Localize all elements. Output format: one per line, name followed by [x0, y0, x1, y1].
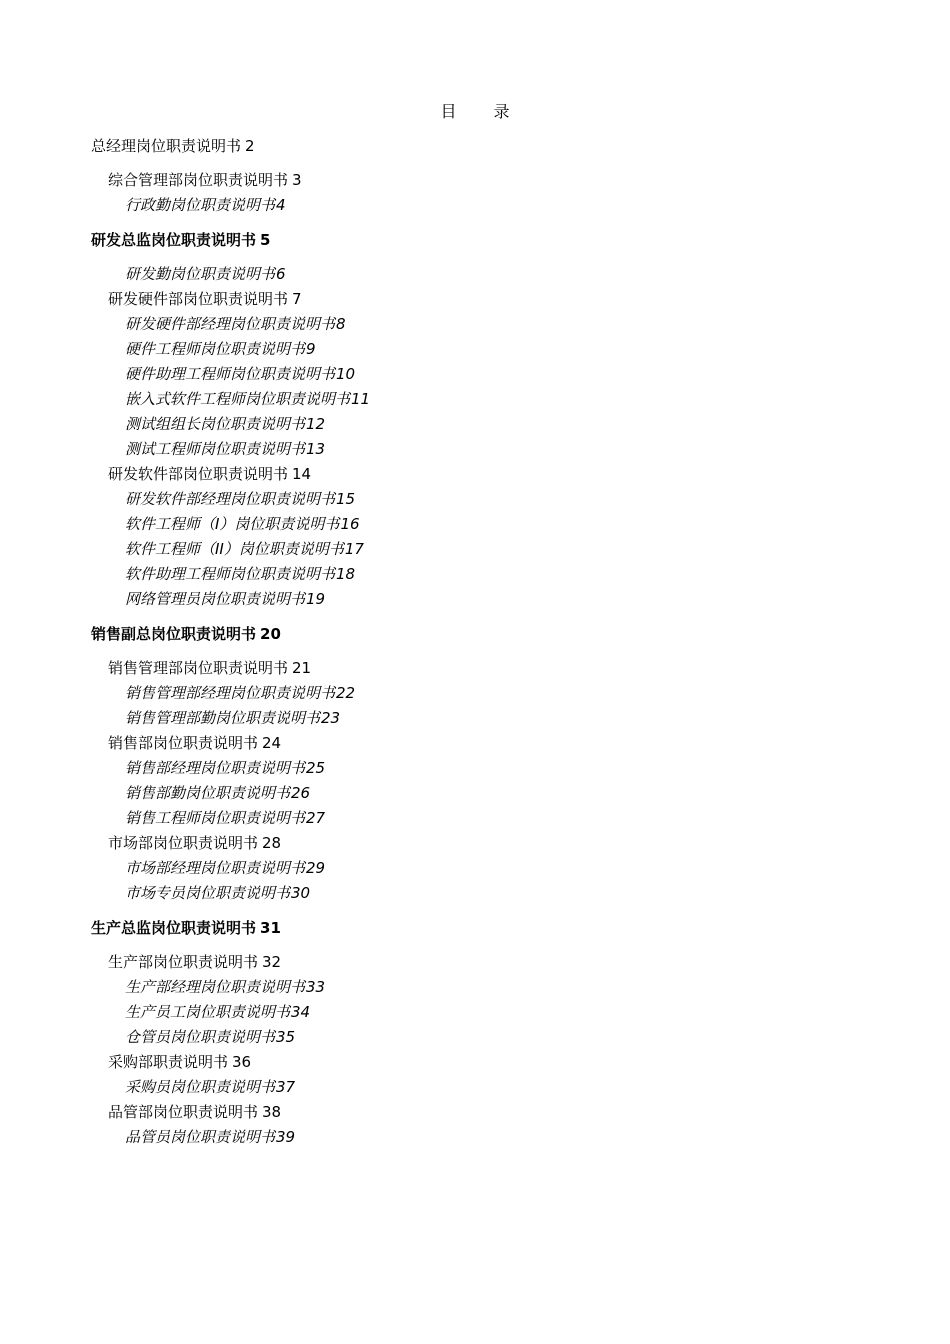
- toc-page-number: 38: [262, 1103, 282, 1121]
- toc-page-number: 31: [260, 919, 281, 937]
- toc-entry-marketing-dept[interactable]: [0, 831, 950, 856]
- toc-entry-text: 品管部岗位职责说明书: [108, 1103, 259, 1121]
- toc-entry-admin-dept[interactable]: [0, 168, 950, 193]
- toc-page-number: 14: [292, 465, 312, 483]
- toc-entry-quality-inspector[interactable]: [0, 1125, 950, 1150]
- toc-entry-hardware-manager[interactable]: [0, 312, 950, 337]
- toc-entry-rd-director[interactable]: [0, 228, 950, 253]
- toc-page-number: 13: [306, 440, 326, 458]
- toc-page-number: 18: [336, 565, 356, 583]
- toc-entry-text: 测试组组长岗位职责说明书: [125, 415, 306, 433]
- toc-entry-text: 研发软件部岗位职责说明书: [108, 465, 289, 483]
- toc-entry-text: 研发总监岗位职责说明书: [91, 231, 257, 249]
- toc-entry-production-director[interactable]: [0, 916, 950, 941]
- toc-entry-quality-dept[interactable]: [0, 1100, 950, 1125]
- toc-entry-marketing-manager[interactable]: [0, 856, 950, 881]
- toc-entry-text: 软件工程师（I）岗位职责说明书: [125, 515, 340, 533]
- toc-page-number: 2: [245, 137, 255, 155]
- toc-entry-text: 研发硬件部岗位职责说明书: [108, 290, 289, 308]
- toc-page-number: 30: [291, 884, 311, 902]
- toc-entry-text: 行政勤岗位职责说明书: [125, 196, 276, 214]
- toc-entry-embedded-engineer[interactable]: [0, 387, 950, 412]
- toc-page-number: 10: [336, 365, 356, 383]
- toc-page-number: 29: [306, 859, 326, 877]
- toc-entry-sales-engineer[interactable]: [0, 806, 950, 831]
- toc-entry-text: 生产员工岗位职责说明书: [125, 1003, 291, 1021]
- toc-entry-text: 软件助理工程师岗位职责说明书: [125, 565, 336, 583]
- toc-entry-text: 销售工程师岗位职责说明书: [125, 809, 306, 827]
- toc-entry-text: 市场部岗位职责说明书: [108, 834, 259, 852]
- toc-entry-sales-dept[interactable]: [0, 731, 950, 756]
- toc-entry-text: 硬件助理工程师岗位职责说明书: [125, 365, 336, 383]
- toc-page-number: 36: [232, 1053, 252, 1071]
- toc-entry-hardware-dept[interactable]: [0, 287, 950, 312]
- toc-page-number: 22: [336, 684, 356, 702]
- toc-entry-sales-admin-clerk[interactable]: [0, 706, 950, 731]
- toc-page-number: 20: [260, 625, 281, 643]
- toc-entry-rd-clerk[interactable]: [0, 262, 950, 287]
- toc-page-number: 19: [306, 590, 326, 608]
- toc-entry-text: 采购部职责说明书: [108, 1053, 229, 1071]
- toc-page-number: 24: [262, 734, 282, 752]
- toc-page-number: 25: [306, 759, 326, 777]
- toc-page-number: 16: [340, 515, 360, 533]
- toc-entry-text: 综合管理部岗位职责说明书: [108, 171, 289, 189]
- toc-page-number: 8: [336, 315, 346, 333]
- toc-title: 目 录: [440, 102, 526, 121]
- toc-entry-sales-manager[interactable]: [0, 756, 950, 781]
- toc-entry-sales-admin-dept[interactable]: [0, 656, 950, 681]
- toc-entry-sales-admin-manager[interactable]: [0, 681, 950, 706]
- toc-page-number: 11: [351, 390, 371, 408]
- toc-entry-text: 销售管理部岗位职责说明书: [108, 659, 289, 677]
- toc-page-number: 15: [336, 490, 356, 508]
- toc-page-number: 39: [276, 1128, 296, 1146]
- toc-entry-text: 测试工程师岗位职责说明书: [125, 440, 306, 458]
- toc-entry-text: 销售副总岗位职责说明书: [91, 625, 257, 643]
- toc-entry-text: 研发软件部经理岗位职责说明书: [125, 490, 336, 508]
- table-of-contents: [0, 134, 950, 1150]
- toc-page-number: 35: [276, 1028, 296, 1046]
- toc-entry-software-engineer-2[interactable]: [0, 537, 950, 562]
- toc-entry-text: 嵌入式软件工程师岗位职责说明书: [125, 390, 351, 408]
- toc-entry-test-engineer[interactable]: [0, 437, 950, 462]
- toc-entry-general-manager[interactable]: [0, 134, 950, 159]
- toc-page-number: 37: [276, 1078, 296, 1096]
- toc-entry-test-lead[interactable]: [0, 412, 950, 437]
- toc-entry-text: 仓管员岗位职责说明书: [125, 1028, 276, 1046]
- toc-entry-text: 销售部经理岗位职责说明书: [125, 759, 306, 777]
- toc-page-number: 9: [306, 340, 316, 358]
- toc-entry-software-manager[interactable]: [0, 487, 950, 512]
- toc-entry-software-assistant[interactable]: [0, 562, 950, 587]
- toc-entry-text: 销售管理部经理岗位职责说明书: [125, 684, 336, 702]
- toc-page-number: 3: [292, 171, 302, 189]
- toc-entry-text: 生产部经理岗位职责说明书: [125, 978, 306, 996]
- toc-page-number: 23: [321, 709, 341, 727]
- toc-entry-text: 网络管理员岗位职责说明书: [125, 590, 306, 608]
- toc-entry-network-admin[interactable]: [0, 587, 950, 612]
- toc-page-number: 28: [262, 834, 282, 852]
- toc-entry-text: 品管员岗位职责说明书: [125, 1128, 276, 1146]
- toc-entry-production-dept[interactable]: [0, 950, 950, 975]
- toc-entry-text: 生产总监岗位职责说明书: [91, 919, 257, 937]
- toc-entry-marketing-specialist[interactable]: [0, 881, 950, 906]
- toc-entry-admin-clerk[interactable]: [0, 193, 950, 218]
- toc-entry-production-worker[interactable]: [0, 1000, 950, 1025]
- toc-page-number: 4: [276, 196, 286, 214]
- toc-page-number: 17: [344, 540, 364, 558]
- toc-page-number: 6: [276, 265, 286, 283]
- toc-page-number: 34: [291, 1003, 311, 1021]
- toc-entry-text: 销售部勤岗位职责说明书: [125, 784, 291, 802]
- toc-entry-text: 软件工程师（II）岗位职责说明书: [125, 540, 344, 558]
- toc-entry-text: 销售管理部勤岗位职责说明书: [125, 709, 321, 727]
- toc-page-number: 21: [292, 659, 312, 677]
- toc-entry-text: 总经理岗位职责说明书: [91, 137, 242, 155]
- toc-entry-text: 硬件工程师岗位职责说明书: [125, 340, 306, 358]
- toc-page-number: 26: [291, 784, 311, 802]
- toc-page-number: 5: [260, 231, 271, 249]
- toc-page-number: 27: [306, 809, 326, 827]
- toc-entry-text: 研发硬件部经理岗位职责说明书: [125, 315, 336, 333]
- toc-entry-text: 采购员岗位职责说明书: [125, 1078, 276, 1096]
- toc-entry-sales-clerk[interactable]: [0, 781, 950, 806]
- toc-entry-text: 市场部经理岗位职责说明书: [125, 859, 306, 877]
- toc-page-number: 32: [262, 953, 282, 971]
- toc-entry-sales-vp[interactable]: [0, 622, 950, 647]
- toc-page-number: 12: [306, 415, 326, 433]
- toc-entry-text: 销售部岗位职责说明书: [108, 734, 259, 752]
- toc-entry-text: 生产部岗位职责说明书: [108, 953, 259, 971]
- toc-entry-production-manager[interactable]: [0, 975, 950, 1000]
- toc-entry-purchaser[interactable]: [0, 1075, 950, 1100]
- toc-page-number: 33: [306, 978, 326, 996]
- toc-entry-text: 市场专员岗位职责说明书: [125, 884, 291, 902]
- toc-entry-software-dept[interactable]: [0, 462, 950, 487]
- toc-entry-purchasing-dept[interactable]: [0, 1050, 950, 1075]
- toc-entry-warehouse-keeper[interactable]: [0, 1025, 950, 1050]
- toc-page-number: 7: [292, 290, 302, 308]
- toc-entry-hardware-engineer[interactable]: [0, 337, 950, 362]
- toc-entry-text: 研发勤岗位职责说明书: [125, 265, 276, 283]
- toc-entry-software-engineer-1[interactable]: [0, 512, 950, 537]
- toc-entry-hardware-assistant[interactable]: [0, 362, 950, 387]
